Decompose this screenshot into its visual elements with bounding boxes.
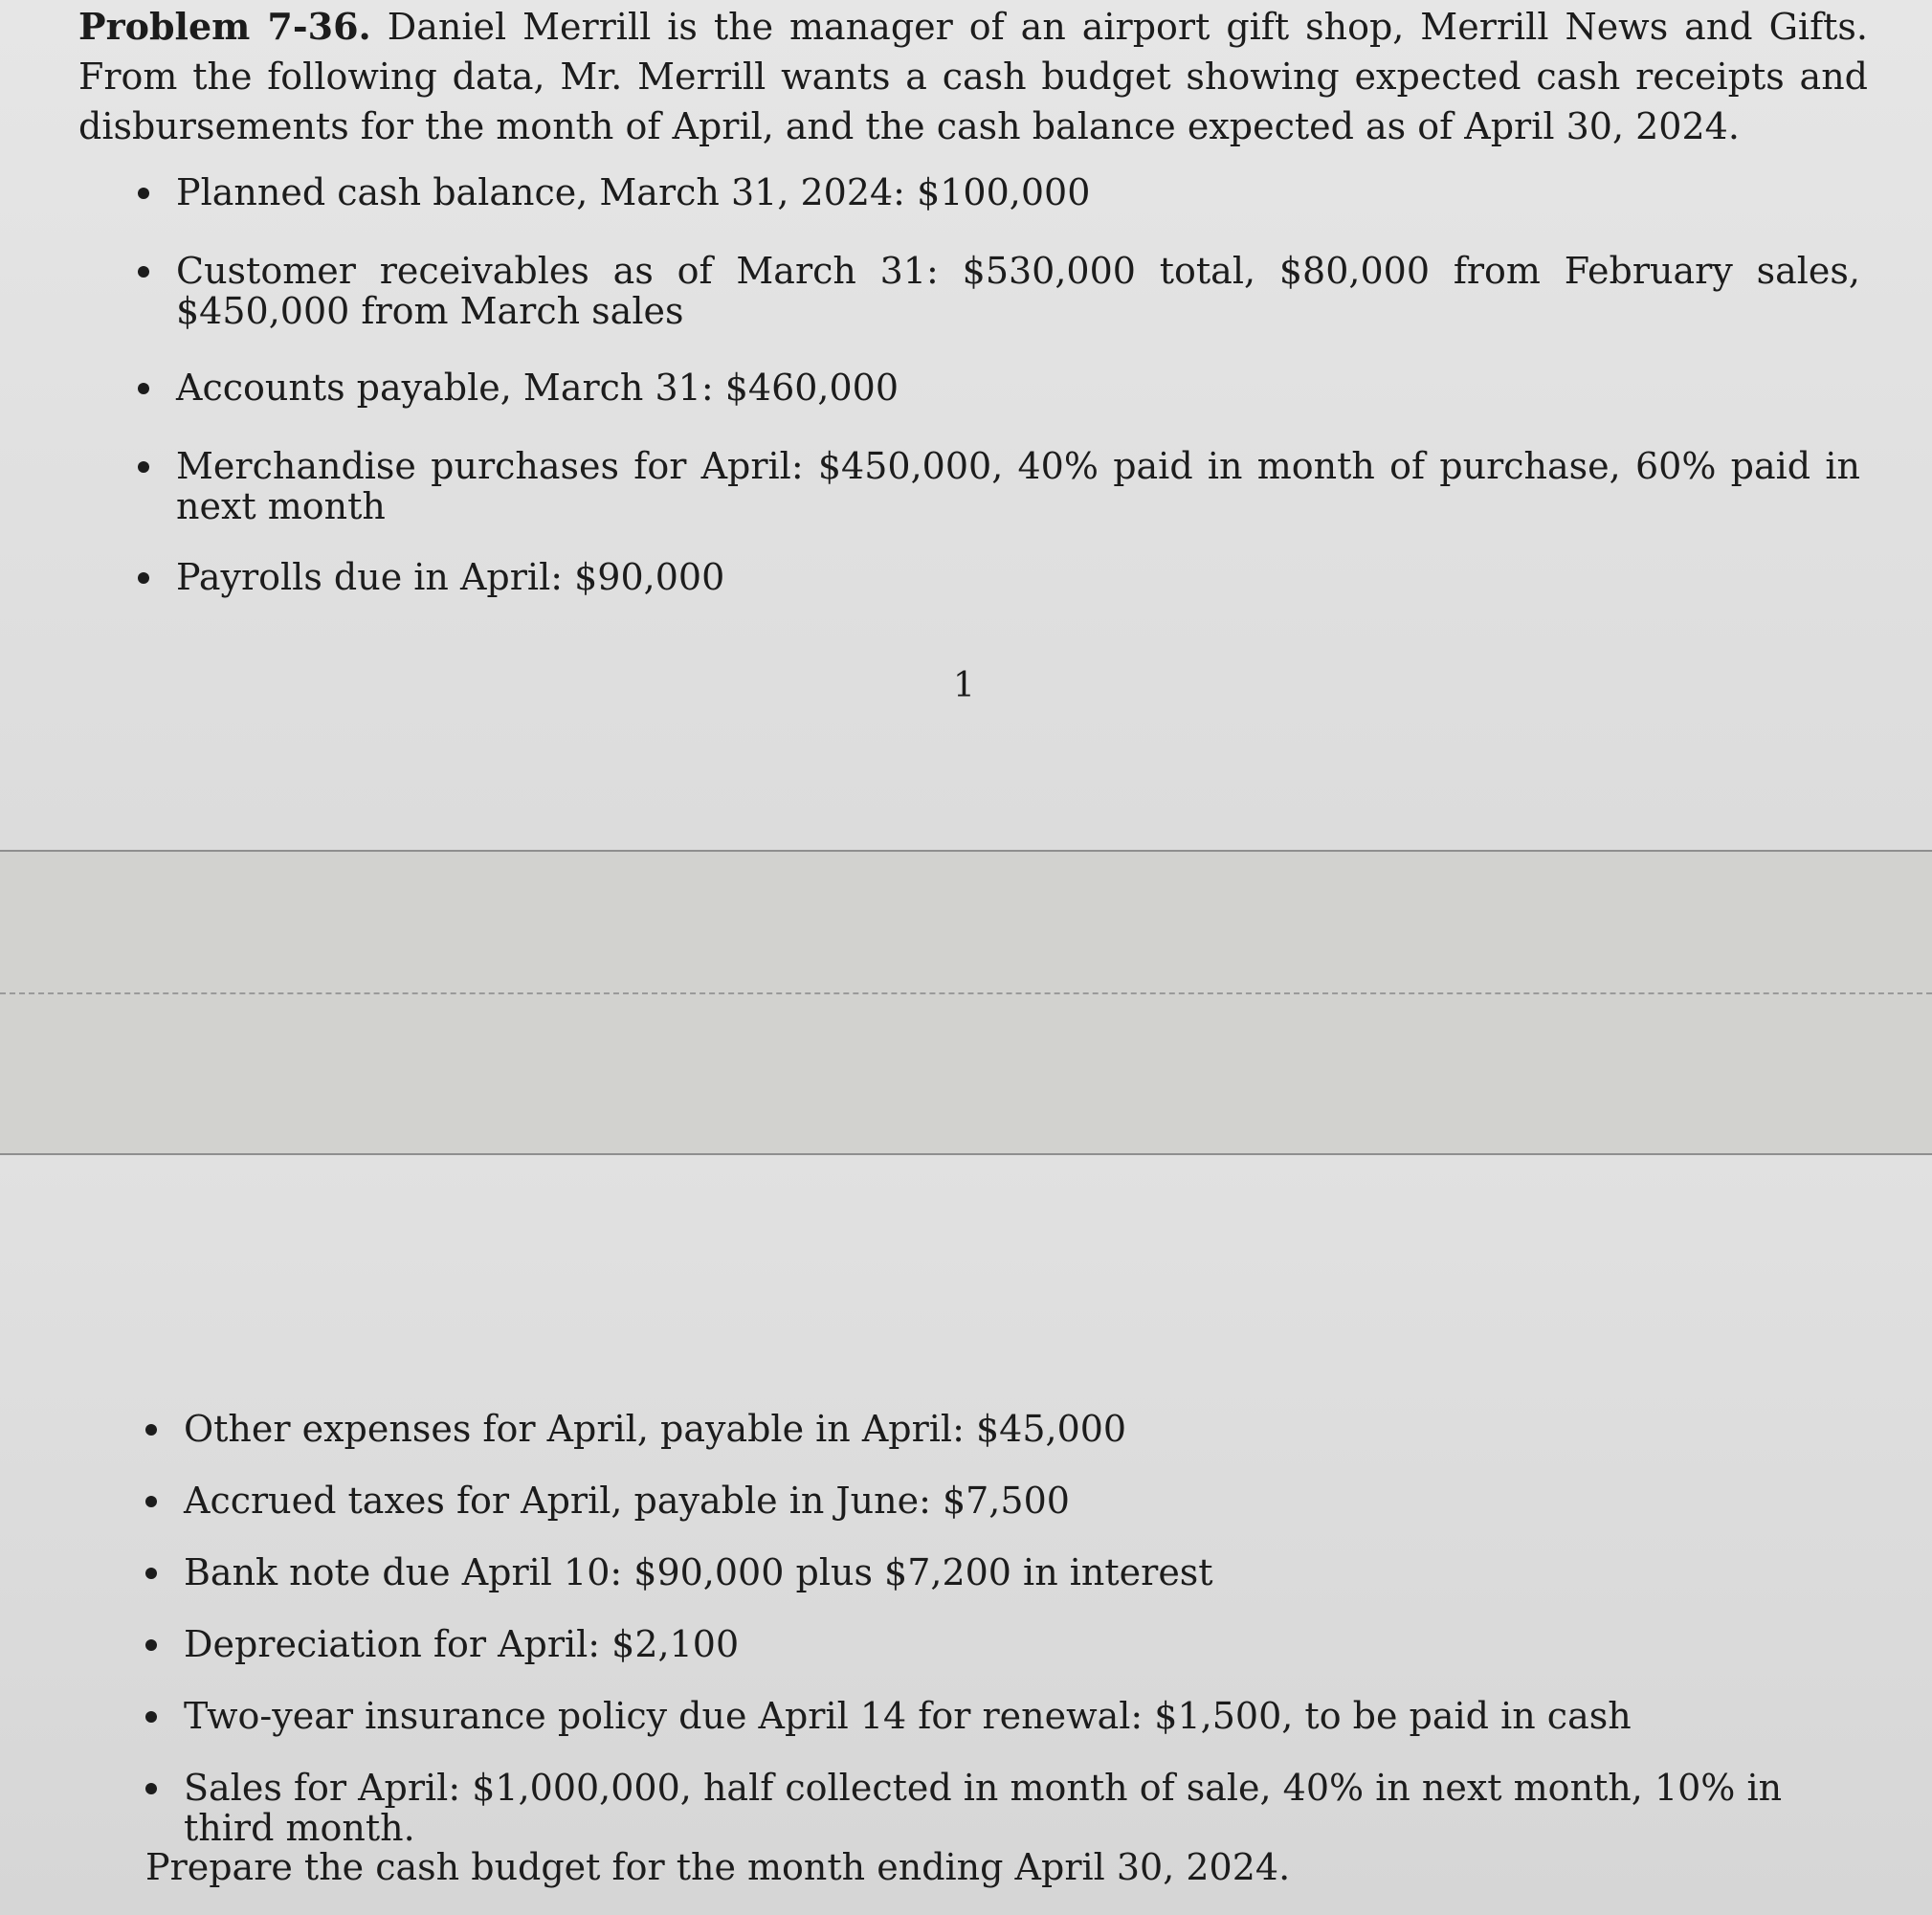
- list-item: Accounts payable, March 31: $460,000: [138, 367, 1860, 408]
- list-item: Planned cash balance, March 31, 2024: $100,000: [138, 172, 1860, 212]
- problem-statement: [78, 2, 1868, 151]
- list-item: Sales for April: $1,000,000, half collected in month of sale, 40% in next month, 10% in third month.: [145, 1768, 1868, 1848]
- data-list-page-2: [145, 1409, 1868, 1880]
- problem-text: Daniel Merrill is the manager of an airport gift shop, Merrill News and Gifts. From the following data, Mr. Merrill wants a cash budget showing expected cash receipts and disbursements for the month of April, and the cash balance expected as of April 30, 2024.: [78, 6, 1868, 147]
- list-item: Customer receivables as of March 31: $530,000 total, $80,000 from February sales, $450,000 from March sales: [138, 251, 1860, 331]
- page-break-gap: [0, 850, 1932, 1155]
- page-number: 1: [953, 666, 975, 705]
- list-item: Two-year insurance policy due April 14 for renewal: $1,500, to be paid in cash: [145, 1696, 1868, 1736]
- list-item: Other expenses for April, payable in April: $45,000: [145, 1409, 1868, 1449]
- page-break-divider: [0, 992, 1932, 994]
- list-item: Depreciation for April: $2,100: [145, 1624, 1868, 1664]
- closing-instruction: Prepare the cash budget for the month ending April 30, 2024.: [145, 1846, 1291, 1888]
- document-page-top: [0, 0, 1932, 850]
- problem-label: Problem 7-36.: [78, 5, 371, 48]
- data-list-page-1: [138, 172, 1860, 635]
- list-item: Payrolls due in April: $90,000: [138, 557, 1860, 597]
- list-item: Accrued taxes for April, payable in June: $7,500: [145, 1481, 1868, 1521]
- list-item: Bank note due April 10: $90,000 plus $7,200 in interest: [145, 1552, 1868, 1592]
- list-item: Merchandise purchases for April: $450,000, 40% paid in month of purchase, 60% paid in next month: [138, 446, 1860, 526]
